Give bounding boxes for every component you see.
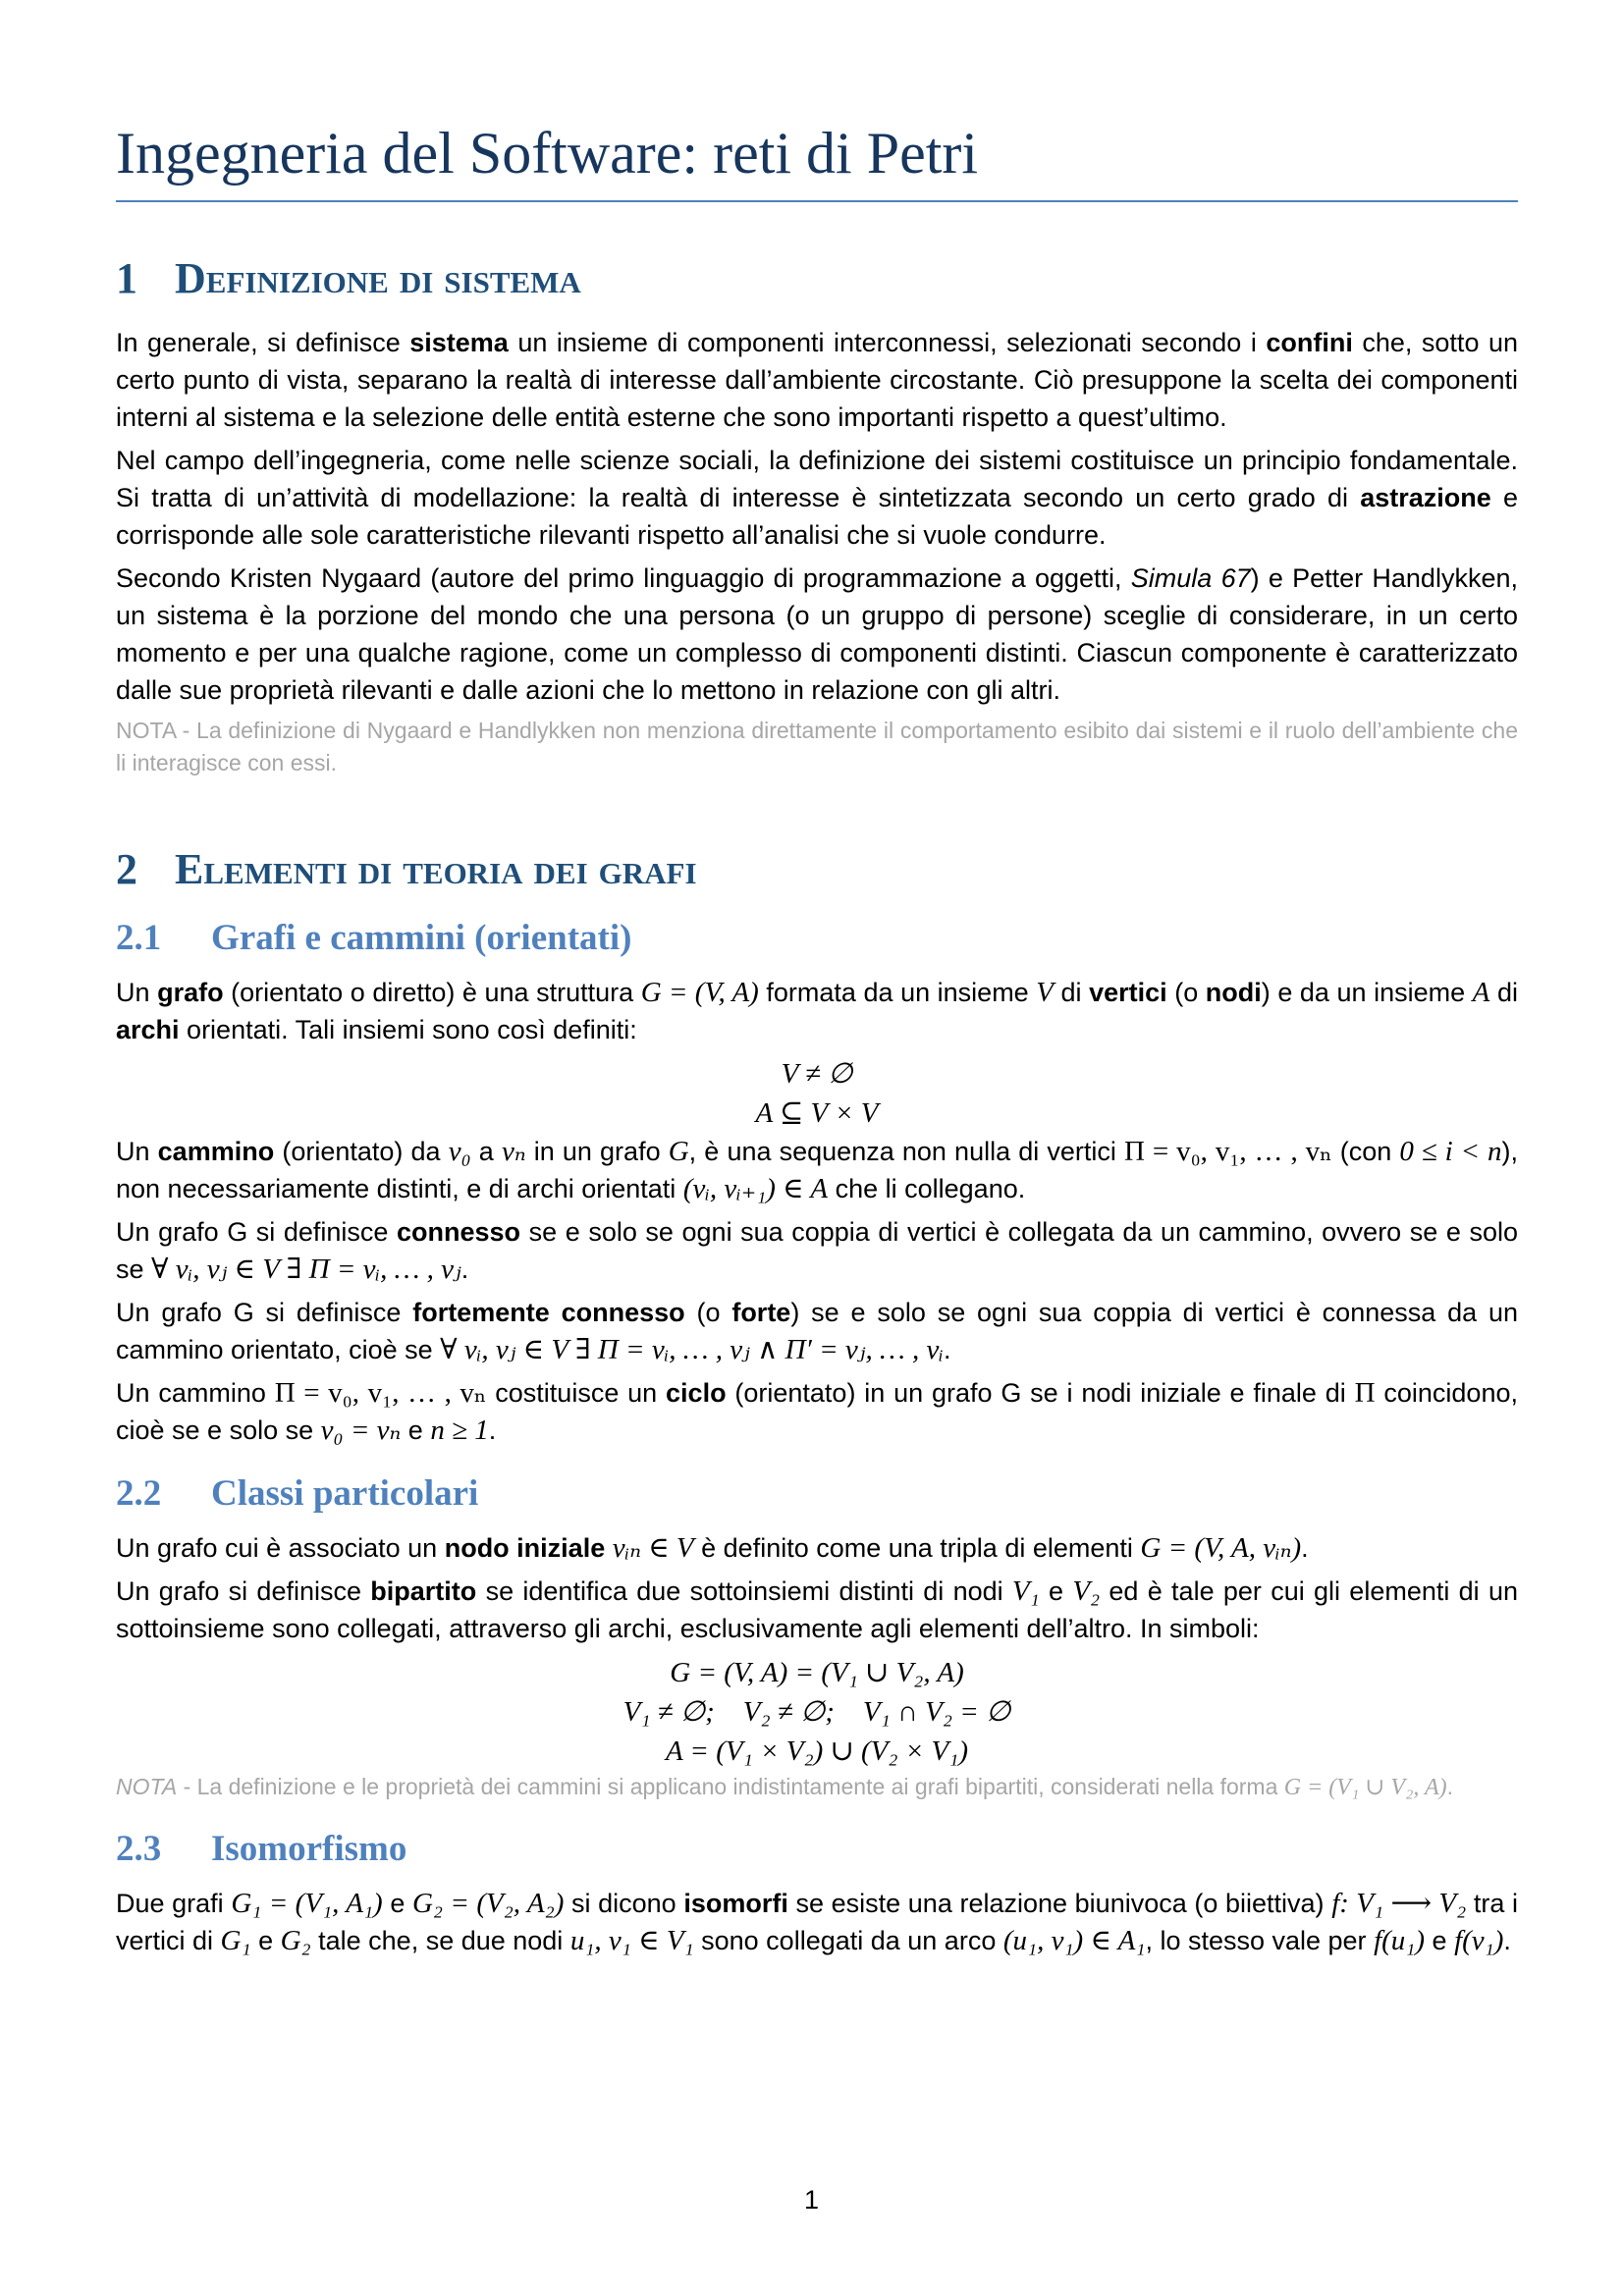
paragraph: Un cammino (orientato) da v₀ a vₙ in un grafo G, è una sequenza non nulla di vertici Π = v₀, v₁, … , vₙ (con 0 ≤ i < n), non necessariamente distinti, e di archi orientati (vᵢ, vᵢ₊₁) ∈ A che li collegano. [116,1136,1518,1204]
section-number: 1 [116,254,137,302]
section-title: Elementi di teoria dei grafi [175,845,697,893]
equation: V ≠ ∅ [781,1058,853,1090]
equation: V₁ ≠ ∅; V₂ ≠ ∅; V₁ ∩ V₂ = ∅ [622,1696,1011,1728]
paragraph: Un grafo G si definisce connesso se e solo se ogni sua coppia di vertici è collegata da un cammino, ovvero se e solo se ∀ vᵢ, vⱼ ∈ V ∃ Π = vᵢ, … , vⱼ. [116,1217,1518,1285]
paragraph: Secondo Kristen Nygaard (autore del primo linguaggio di programmazione a oggetti, Simula 67) e Petter Handlykken, un sistema è la porzione del mondo che una persona (o un gruppo di persone) sceglie di considerare, in un certo momento e per una qualche ragione, come un complesso di componenti distinti. Ciascun componente è caratterizzato dalle sue proprietà rilevanti e dalle azioni che lo mettono in relazione con gli altri. [116,563,1518,705]
subsection-title: Isomorfismo [211,1829,407,1869]
subsection-number: 2.1 [116,918,162,958]
subsection-2-2-heading [116,1470,1518,1518]
subsection-title: Grafi e cammini (orientati) [211,918,632,958]
equation: A = (V₁ × V₂) ∪ (V₂ × V₁) [665,1735,968,1767]
subsection-2-1-heading [116,915,1518,962]
equation: A ⊆ V × V [755,1097,879,1129]
paragraph: Un grafo G si definisce fortemente connesso (o forte) se e solo se ogni sua coppia di vertici è connessa da un cammino orientato, cioè se ∀ vᵢ, vⱼ ∈ V ∃ Π = vᵢ, … , vⱼ ∧ Π′ = vⱼ, … , vᵢ. [116,1298,1518,1365]
page-content [116,116,1518,1965]
paragraph: Un grafo cui è associato un nodo iniziale vᵢₙ ∈ V è definito come una tripla di elementi G = (V, A, vᵢₙ). [116,1532,1309,1564]
paragraph: Un grafo (orientato o diretto) è una struttura G = (V, A) formata da un insieme V di vertici (o nodi) e da un insieme A di archi orientati. Tali insiemi sono così definiti: [116,977,1518,1044]
section-2-heading [116,842,1518,897]
paragraph: Due grafi G₁ = (V₁, A₁) e G₂ = (V₂, A₂) si dicono isomorfi se esiste una relazione biunivoca (o biiettiva) f: V₁ ⟶ V₂ tra i vertici di G₁ e G₂ tale che, se due nodi u₁, v₁ ∈ V₁ sono collegati da un arco (u₁, v₁) ∈ A₁, lo stesso vale per f(u₁) e f(v₁). [116,1888,1518,1956]
equation: G = (V, A) = (V₁ ∪ V₂, A) [670,1657,964,1688]
paragraph: Nel campo dell’ingegneria, come nelle scienze sociali, la definizione dei sistemi costituisce un principio fondamentale. Si tratta di un’attività di modellazione: la realtà di interesse è sintetizzata secondo un certo grado di astrazione e corrisponde alle sole caratteristiche rilevanti rispetto all’analisi che si vuole condurre. [116,446,1518,550]
note: NOTA - La definizione di Nygaard e Handlykken non menziona direttamente il comportamento esibito dai sistemi e il ruolo dell’ambiente che li interagisce con essi. [116,718,1518,775]
subsection-number: 2.3 [116,1829,162,1869]
subsection-title: Classi particolari [211,1473,479,1514]
section-number: 2 [116,845,137,893]
paragraph: In generale, si definisce sistema un insieme di componenti interconnessi, selezionati secondo i confini che, sotto un certo punto di vista, separano la realtà di interesse dall’ambiente circostante. Ciò presuppone la scelta dei componenti interni al sistema e la selezione delle entità esterne che sono importanti rispetto a quest’ultimo. [116,328,1518,432]
section-1-heading [116,251,1518,306]
subsection-number: 2.2 [116,1473,162,1514]
subsection-2-3-heading [116,1826,1518,1873]
note: NOTA - La definizione e le proprietà dei cammini si applicano indistintamente ai grafi bipartiti, considerati nella forma G = (V₁ ∪ V₂, A). [116,1774,1454,1800]
section-title: Definizione di sistema [175,254,581,302]
paragraph: Un cammino Π = v₀, v₁, … , vₙ costituisce un ciclo (orientato) in un grafo G se i nodi iniziale e finale di Π coincidono, cioè se e solo se v₀ = vₙ e n ≥ 1. [116,1377,1518,1446]
paragraph: Un grafo si definisce bipartito se identifica due sottoinsiemi distinti di nodi V₁ e V₂ ed è tale per cui gli elementi di un sottoinsieme sono collegati, attraverso gli archi, esclusivamente agli elementi dell’altro. In simboli: [116,1575,1518,1643]
document-title: Ingegneria del Software: reti di Petri [116,116,1518,202]
page-number: 1 [803,2185,820,2215]
